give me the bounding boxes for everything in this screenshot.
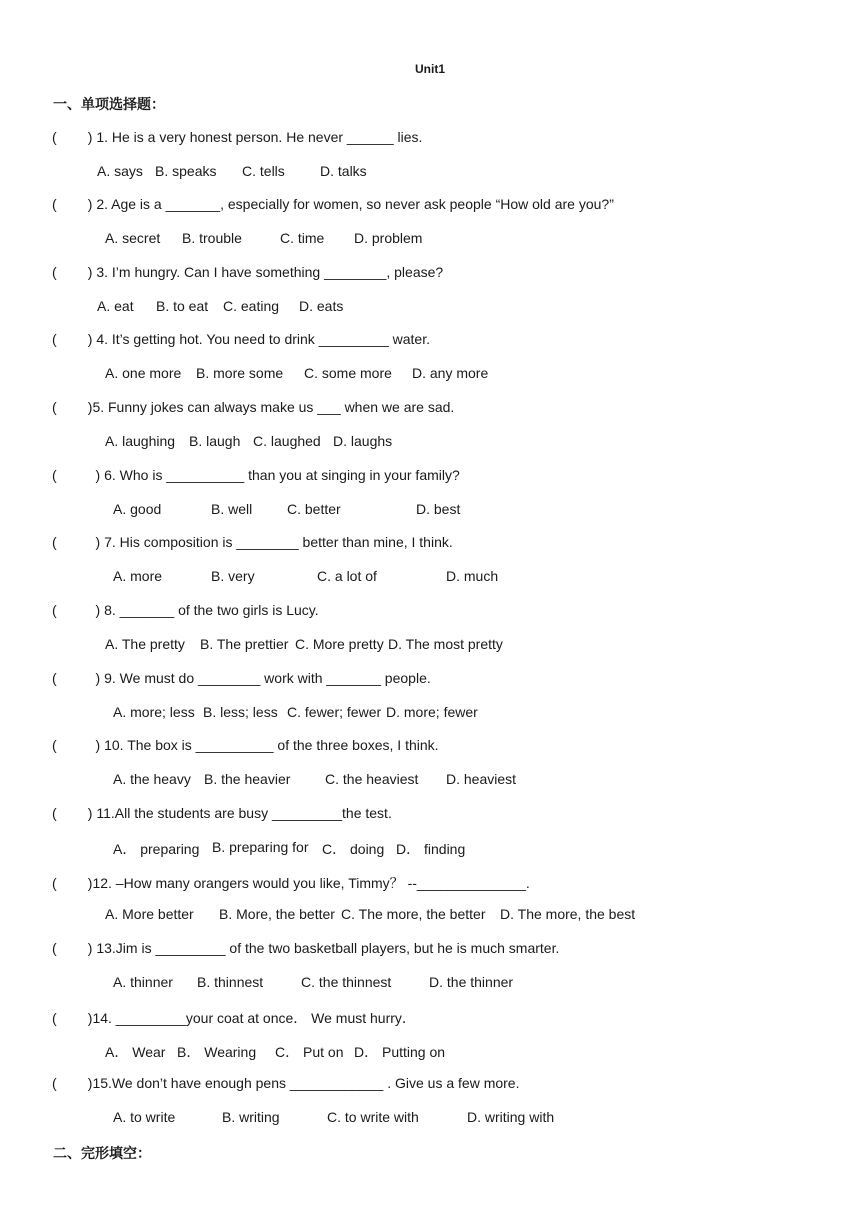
q8-option-a: A. The pretty [105, 636, 185, 652]
q3-option-b: B. to eat [156, 298, 209, 314]
question-2: ( ) 2. Age is a _______, especially for women, so never ask people “How old are you?” [52, 196, 614, 212]
q2-option-b: B. trouble [182, 230, 242, 246]
q11-option-d: D． finding [396, 841, 466, 857]
q10-option-b: B. the heavier [204, 771, 291, 787]
q13-option-b: B. thinnest [197, 974, 264, 990]
question-14: ( )14. _________your coat at once． We must hurry． [52, 1010, 416, 1026]
q14-option-d: D． Putting on [354, 1044, 446, 1060]
question-10: ( ) 10. The box is __________ of the three boxes, I think. [52, 737, 439, 753]
q9-option-b: B. less; less [203, 704, 278, 720]
question-13: ( ) 13.Jim is _________ of the two basketball players, but he is much smarter. [52, 940, 560, 956]
q14-option-c: C． Put on [275, 1044, 344, 1060]
q15-option-b: B. writing [222, 1109, 280, 1125]
question-3: ( ) 3. I’m hungry. Can I have something ________, please? [52, 264, 444, 280]
question-4: ( ) 4. It’s getting hot. You need to drink _________ water. [52, 331, 430, 347]
q9-option-a: A. more; less [113, 704, 195, 720]
question-1: ( ) 1. He is a very honest person. He never ______ lies. [52, 129, 423, 145]
q15-option-a: A. to write [113, 1109, 176, 1125]
q7-option-c: C. a lot of [317, 568, 377, 584]
question-6: ( ) 6. Who is __________ than you at singing in your family? [52, 467, 460, 483]
q14-option-a: A． Wear [105, 1044, 166, 1060]
q6-option-a: A. good [113, 501, 162, 517]
q9-option-d: D. more; fewer [386, 704, 478, 720]
q1-option-b: B. speaks [155, 163, 217, 179]
q13-option-c: C. the thinnest [301, 974, 392, 990]
q10-option-d: D. heaviest [446, 771, 517, 787]
document-title: Unit1 [415, 62, 445, 76]
section-heading-multiple-choice: 一、单项选择题： [53, 96, 165, 112]
q3-option-d: D. eats [299, 298, 344, 314]
question-5: ( )5. Funny jokes can always make us ___ when we are sad. [52, 399, 455, 415]
question-8: ( ) 8. _______ of the two girls is Lucy. [52, 602, 319, 618]
question-11: ( ) 11.All the students are busy _________the test. [52, 805, 392, 821]
q8-option-d: D. The most pretty [388, 636, 503, 652]
q2-option-c: C. time [280, 230, 325, 246]
q7-option-b: B. very [211, 568, 255, 584]
section-heading-cloze: 二、完形填空： [53, 1145, 151, 1161]
q15-option-d: D. writing with [467, 1109, 555, 1125]
q10-option-c: C. the heaviest [325, 771, 419, 787]
q10-option-a: A. the heavy [113, 771, 191, 787]
q3-option-c: C. eating [223, 298, 280, 314]
q2-option-a: A. secret [105, 230, 161, 246]
q12-option-a: A. More better [105, 906, 194, 922]
q5-option-a: A. laughing [105, 433, 176, 449]
question-15: ( )15.We don’t have enough pens ____________ . Give us a few more. [52, 1075, 520, 1091]
q12-option-c: C. The more, the better [341, 906, 486, 922]
q12-option-b: B. More, the better [219, 906, 335, 922]
q1-option-c: C. tells [242, 163, 285, 179]
q13-option-a: A. thinner [113, 974, 173, 990]
q4-option-b: B. more some [196, 365, 284, 381]
q13-option-d: D. the thinner [429, 974, 514, 990]
q4-option-a: A. one more [105, 365, 182, 381]
q8-option-b: B. The prettier [200, 636, 289, 652]
q11-option-c: C． doing [322, 841, 385, 857]
q5-option-d: D. laughs [333, 433, 393, 449]
q12-option-d: D. The more, the best [500, 906, 636, 922]
q6-option-b: B. well [211, 501, 253, 517]
q7-option-d: D. much [446, 568, 499, 584]
q7-option-a: A. more [113, 568, 163, 584]
q4-option-d: D. any more [412, 365, 489, 381]
question-7: ( ) 7. His composition is ________ better than mine, I think. [52, 534, 453, 550]
q2-option-d: D. problem [354, 230, 423, 246]
q6-option-c: C. better [287, 501, 341, 517]
q11-option-b: B. preparing for [212, 839, 309, 855]
q1-option-d: D. talks [320, 163, 367, 179]
q5-option-b: B. laugh [189, 433, 241, 449]
q9-option-c: C. fewer; fewer [287, 704, 382, 720]
q8-option-c: C. More pretty [295, 636, 384, 652]
question-9: ( ) 9. We must do ________ work with _______ people. [52, 670, 431, 686]
q14-option-b: B． Wearing [177, 1044, 257, 1060]
q3-option-a: A. eat [97, 298, 134, 314]
q11-option-a: A． preparing [113, 841, 200, 857]
q4-option-c: C. some more [304, 365, 392, 381]
q5-option-c: C. laughed [253, 433, 321, 449]
question-12: ( )12. –How many orangers would you like, Timmy？ --______________. [52, 875, 530, 891]
q6-option-d: D. best [416, 501, 461, 517]
q15-option-c: C. to write with [327, 1109, 419, 1125]
q1-option-a: A. says [97, 163, 143, 179]
